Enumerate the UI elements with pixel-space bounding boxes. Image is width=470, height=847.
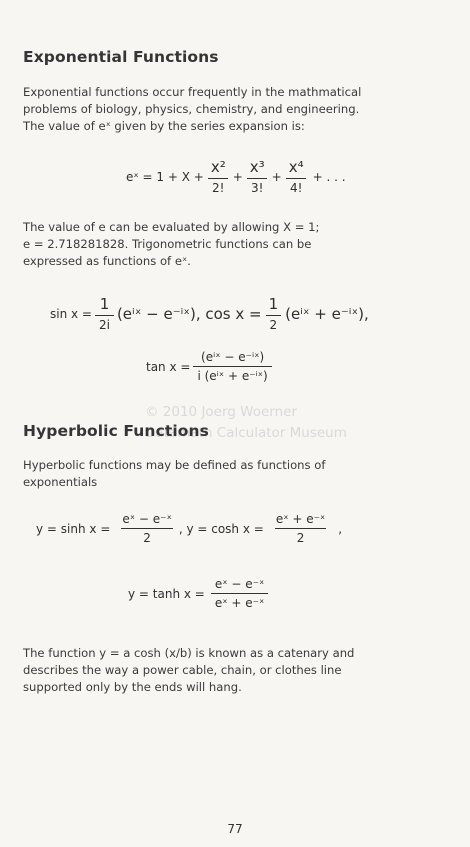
denominator: 2i [95, 315, 114, 332]
text-line: problems of biology, physics, chemistry, and engineering. [23, 102, 360, 116]
tan-equation [146, 350, 275, 383]
text-line: exponentials [23, 475, 98, 489]
tan-lhs: tan x = [146, 359, 191, 374]
numerator: eˣ − e⁻ˣ [214, 577, 265, 591]
sin-rhs: (eⁱˣ − e⁻ⁱˣ), cos x = [116, 304, 262, 323]
watermark-copyright: © 2010 Joerg Woerner [145, 404, 298, 420]
fraction-x2 [207, 158, 230, 195]
denominator: 4! [286, 178, 306, 195]
denominator: 2! [208, 178, 228, 195]
denominator: 2 [275, 528, 327, 545]
series-expansion-equation [126, 158, 346, 195]
sin-cos-equation [50, 295, 369, 332]
denominator: 3! [247, 178, 267, 195]
text-line: Hyperbolic functions may be defined as functions of [23, 458, 326, 472]
hyperbolic-intro [23, 457, 453, 491]
text-line: e = 2.718281828. Trigonometric functions can be [23, 237, 312, 251]
cosh-lhs: , y = cosh x = [178, 521, 264, 536]
numerator: x³ [249, 158, 265, 176]
text-line: Exponential functions occur frequently in the mathmatical [23, 85, 362, 99]
numerator: eˣ + e⁻ˣ [275, 512, 326, 526]
fraction-cos [265, 295, 283, 332]
text-line: supported only by the ends will hang. [23, 680, 242, 694]
numerator: eˣ − e⁻ˣ [122, 512, 172, 526]
denominator: 2 [121, 528, 173, 545]
plus-sign: + [271, 169, 282, 184]
cosh-tail: , [338, 521, 343, 536]
sinh-lhs: y = sinh x = [36, 521, 111, 536]
sin-lhs: sin x = [50, 306, 92, 321]
tanh-equation [128, 577, 271, 610]
page-number: 77 [227, 822, 243, 836]
hyperbolic-heading: Hyperbolic Functions [23, 422, 209, 440]
fraction-x4 [285, 158, 308, 195]
denominator: 2 [266, 315, 282, 332]
fraction-tanh [211, 577, 268, 610]
numerator: x⁴ [288, 158, 304, 176]
numerator: 1 [268, 295, 279, 313]
fraction-cosh [272, 512, 329, 545]
text-line: describes the way a power cable, chain, or clothes line [23, 663, 342, 677]
exponential-intro [23, 84, 453, 135]
tanh-lhs: y = tanh x = [128, 586, 205, 601]
denominator: eˣ + e⁻ˣ [211, 593, 268, 610]
numerator: x² [210, 158, 226, 176]
catenary-paragraph [23, 645, 453, 696]
evaluation-paragraph [23, 219, 453, 270]
text-line: The value of eˣ given by the series expansion is: [23, 119, 305, 133]
plus-sign: + [232, 169, 243, 184]
denominator: i (eⁱˣ + e⁻ⁱˣ) [193, 366, 271, 383]
text-line: The value of e can be evaluated by allowing X = 1; [23, 220, 320, 234]
sinh-cosh-equation [36, 512, 342, 545]
text-line: The function y = a cosh (x/b) is known as a catenary and [23, 646, 355, 660]
fraction-sinh [118, 512, 175, 545]
numerator: (eⁱˣ − e⁻ⁱˣ) [201, 350, 265, 364]
series-lhs: eˣ = 1 + X + [126, 169, 204, 184]
exponential-heading: Exponential Functions [23, 48, 219, 66]
watermark-museum: Datamath Calculator Museum [145, 425, 347, 441]
series-tail: + . . . [312, 169, 346, 184]
numerator: 1 [99, 295, 110, 313]
text-line: expressed as functions of eˣ. [23, 254, 191, 268]
fraction-tan [193, 350, 271, 383]
fraction-x3 [246, 158, 269, 195]
fraction-sin [95, 295, 114, 332]
cos-rhs: (eⁱˣ + e⁻ⁱˣ), [285, 304, 369, 323]
